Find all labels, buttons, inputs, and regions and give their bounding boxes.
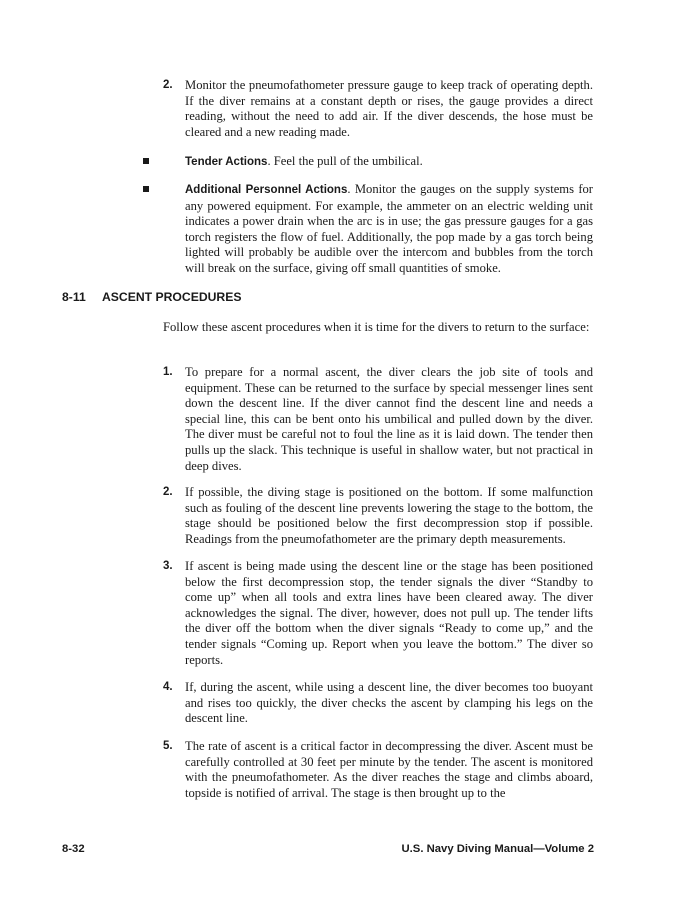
continued-list-item — [163, 78, 593, 140]
footer-manual-title: U.S. Navy Diving Manual—Volume 2 — [401, 843, 594, 855]
bullet-text — [185, 154, 593, 171]
list-item-text: If possible, the diving stage is positioned on the bottom. If some malfunction such as fouling of the descent line prevents lowering the stage to the bottom, the stage should be positioned below the first decompression stop if possible. Readings from the pneumofathometer are the primary depth measurements. — [185, 485, 593, 546]
list-item-number: 1. — [163, 366, 173, 378]
section-heading — [62, 290, 242, 305]
bullet-tender-actions — [143, 154, 593, 171]
list-item-number: 3. — [163, 560, 173, 572]
list-item-text: The rate of ascent is a critical factor in decompressing the diver. Ascent must be carefully controlled at 30 feet per minute by the tender. The ascent is monitored with the pneumofathometer. As the diver reaches the stage and climbs aboard, topside is notified of arrival. The stage is then brought up to the — [185, 739, 593, 800]
section-number: 8-11 — [62, 290, 86, 304]
bullet-square-icon — [143, 186, 149, 192]
list-item-number: 2. — [163, 486, 173, 498]
bullet-square-icon — [143, 158, 149, 164]
list-item — [163, 559, 593, 668]
bullet-body: . Feel the pull of the umbilical. — [267, 154, 423, 168]
list-item — [163, 485, 593, 547]
footer-page-number: 8-32 — [62, 843, 85, 855]
list-item-number: 5. — [163, 740, 173, 752]
list-item — [163, 739, 593, 801]
bullet-lead: Additional Personnel Actions — [185, 184, 348, 196]
bullet-lead: Tender Actions — [185, 156, 268, 168]
list-item — [163, 365, 593, 474]
list-item-number: 2. — [163, 79, 173, 91]
bullet-text — [185, 182, 593, 277]
list-item-text: If ascent is being made using the descent line or the stage has been positioned below the first decompression stop, the tender signals the diver “Standby to come up” when all tools and extra lines have been cleared away. The diver acknowledges the signal. The diver, however, does not pull up. The tender lifts the diver off the bottom when the diver signals “Ready to come up,” and the tender signals “Coming up. Report when you leave the bottom.” The diver so reports. — [185, 559, 593, 667]
list-item-text: To prepare for a normal ascent, the diver clears the job site of tools and equipment. These can be returned to the surface by special messenger lines sent down the descent line. If the diver cannot find the descent line and needs a special line, this can be bent onto his umbilical and pulled down by the diver. The diver must be careful not to foul the line as it is laid down. The tender then pulls up the slack. This technique is useful in shallow water, but not practical in deep dives. — [185, 365, 593, 473]
bullet-body: . Monitor the gauges on the supply systems for any powered equipment. For example, the ammeter on an electric welding unit indicates a power drain when the arc is in use; the gas pressure gauges for a gas torch registers the flow of fuel. Additionally, the pop made by a gas torch being lighted will probably be audible over the intercom and bubbles from the torch will break on the surface, giving off small quantities of smoke. — [185, 182, 594, 275]
section-intro: Follow these ascent procedures when it is time for the divers to return to the surface: — [163, 320, 590, 334]
section-title: ASCENT PROCEDURES — [102, 290, 242, 304]
list-item — [163, 680, 593, 727]
list-item-text: If, during the ascent, while using a descent line, the diver becomes too buoyant and rises too quickly, the diver checks the ascent by clamping his legs on the descent line. — [185, 680, 593, 726]
list-item-text: Monitor the pneumofathometer pressure gauge to keep track of operating depth. If the diver remains at a constant depth or rises, the gauge provides a direct reading, without the need to add air. If the diver descends, the hose must be cleared and a new reading made. — [185, 78, 593, 139]
list-item-number: 4. — [163, 681, 173, 693]
bullet-additional-personnel-actions — [143, 182, 593, 277]
